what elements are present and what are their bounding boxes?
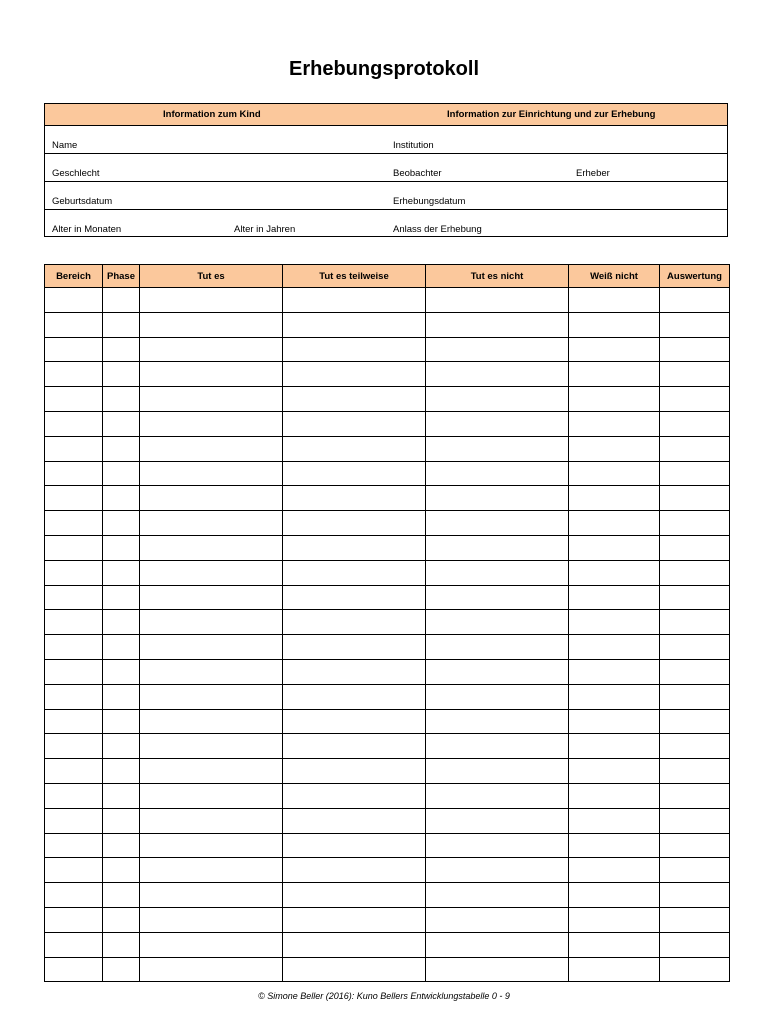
table-cell xyxy=(660,907,730,932)
table-cell xyxy=(140,932,283,957)
table-cell xyxy=(283,461,426,486)
table-cell xyxy=(103,610,140,635)
table-cell xyxy=(569,511,660,536)
table-cell xyxy=(45,560,103,585)
table-cell xyxy=(283,659,426,684)
surveyor-label: Erheber xyxy=(576,168,610,179)
table-row xyxy=(45,436,730,461)
table-row xyxy=(45,883,730,908)
table-cell xyxy=(283,709,426,734)
table-cell xyxy=(426,511,569,536)
table-cell xyxy=(283,783,426,808)
table-cell xyxy=(103,709,140,734)
table-cell xyxy=(660,560,730,585)
table-cell xyxy=(569,833,660,858)
table-cell xyxy=(103,387,140,412)
table-cell xyxy=(103,337,140,362)
table-cell xyxy=(140,585,283,610)
info-header-child: Information zum Kind xyxy=(163,109,261,120)
table-cell xyxy=(660,461,730,486)
table-cell xyxy=(426,734,569,759)
table-cell xyxy=(283,585,426,610)
table-cell xyxy=(103,883,140,908)
table-cell xyxy=(660,783,730,808)
table-cell xyxy=(140,560,283,585)
table-cell xyxy=(426,560,569,585)
table-row xyxy=(45,808,730,833)
table-cell xyxy=(426,957,569,982)
table-cell xyxy=(426,411,569,436)
column-header-tut-es-nicht: Tut es nicht xyxy=(426,265,569,288)
table-row xyxy=(45,684,730,709)
table-cell xyxy=(103,486,140,511)
table-cell xyxy=(140,734,283,759)
table-cell xyxy=(660,858,730,883)
table-cell xyxy=(660,808,730,833)
table-cell xyxy=(660,486,730,511)
table-row xyxy=(45,486,730,511)
table-cell xyxy=(103,858,140,883)
table-cell xyxy=(103,684,140,709)
table-cell xyxy=(140,833,283,858)
table-row xyxy=(45,411,730,436)
table-cell xyxy=(103,511,140,536)
table-cell xyxy=(426,461,569,486)
table-cell xyxy=(569,436,660,461)
age-months-label: Alter in Monaten xyxy=(52,224,122,235)
table-cell xyxy=(426,312,569,337)
column-header-tut-es: Tut es xyxy=(140,265,283,288)
table-cell xyxy=(426,362,569,387)
table-cell xyxy=(569,535,660,560)
table-cell xyxy=(660,932,730,957)
table-cell xyxy=(283,957,426,982)
table-cell xyxy=(45,759,103,784)
table-cell xyxy=(569,337,660,362)
table-cell xyxy=(45,288,103,313)
table-cell xyxy=(569,734,660,759)
table-cell xyxy=(103,808,140,833)
table-cell xyxy=(569,932,660,957)
table-cell xyxy=(45,783,103,808)
table-row xyxy=(45,288,730,313)
table-cell xyxy=(426,436,569,461)
table-cell xyxy=(140,337,283,362)
table-cell xyxy=(569,907,660,932)
survey-date-label: Erhebungsdatum xyxy=(393,196,466,207)
table-cell xyxy=(283,387,426,412)
table-cell xyxy=(45,461,103,486)
table-cell xyxy=(426,808,569,833)
table-row xyxy=(45,833,730,858)
table-cell xyxy=(569,759,660,784)
table-cell xyxy=(569,635,660,660)
table-row xyxy=(45,734,730,759)
table-cell xyxy=(45,709,103,734)
table-cell xyxy=(140,461,283,486)
table-cell xyxy=(140,635,283,660)
table-cell xyxy=(45,659,103,684)
table-cell xyxy=(103,560,140,585)
table-cell xyxy=(283,858,426,883)
table-cell xyxy=(140,858,283,883)
table-cell xyxy=(660,659,730,684)
table-cell xyxy=(45,808,103,833)
table-cell xyxy=(45,511,103,536)
table-row xyxy=(45,610,730,635)
table-cell xyxy=(569,709,660,734)
table-cell xyxy=(45,535,103,560)
table-cell xyxy=(45,610,103,635)
table-cell xyxy=(660,684,730,709)
table-cell xyxy=(283,932,426,957)
table-cell xyxy=(283,288,426,313)
table-row xyxy=(45,659,730,684)
table-cell xyxy=(283,560,426,585)
table-cell xyxy=(569,585,660,610)
table-row xyxy=(45,362,730,387)
table-row xyxy=(45,957,730,982)
column-header-bereich: Bereich xyxy=(45,265,103,288)
table-cell xyxy=(426,337,569,362)
table-cell xyxy=(426,858,569,883)
table-cell xyxy=(140,883,283,908)
table-row xyxy=(45,560,730,585)
table-cell xyxy=(569,610,660,635)
info-header-institution: Information zur Einrichtung und zur Erhebung xyxy=(447,109,656,120)
table-cell xyxy=(426,486,569,511)
table-cell xyxy=(660,535,730,560)
table-cell xyxy=(660,411,730,436)
column-header-weiss-nicht: Weiß nicht xyxy=(569,265,660,288)
table-cell xyxy=(140,907,283,932)
table-cell xyxy=(45,883,103,908)
table-cell xyxy=(103,734,140,759)
table-cell xyxy=(140,759,283,784)
table-cell xyxy=(140,411,283,436)
table-cell xyxy=(45,932,103,957)
table-cell xyxy=(45,833,103,858)
table-row xyxy=(45,783,730,808)
table-cell xyxy=(569,362,660,387)
table-cell xyxy=(569,288,660,313)
table-cell xyxy=(283,337,426,362)
info-section xyxy=(44,103,728,237)
table-cell xyxy=(426,684,569,709)
info-divider xyxy=(45,181,727,182)
gender-label: Geschlecht xyxy=(52,168,100,179)
table-cell xyxy=(569,783,660,808)
table-cell xyxy=(45,957,103,982)
table-cell xyxy=(45,907,103,932)
table-cell xyxy=(103,635,140,660)
table-cell xyxy=(283,511,426,536)
table-cell xyxy=(660,312,730,337)
table-cell xyxy=(103,312,140,337)
table-row xyxy=(45,759,730,784)
table-cell xyxy=(660,635,730,660)
table-cell xyxy=(426,535,569,560)
table-cell xyxy=(426,883,569,908)
table-cell xyxy=(45,486,103,511)
table-cell xyxy=(103,288,140,313)
table-cell xyxy=(426,932,569,957)
table-cell xyxy=(426,288,569,313)
table-cell xyxy=(283,883,426,908)
table-header-row xyxy=(45,265,730,288)
table-cell xyxy=(569,659,660,684)
table-cell xyxy=(426,659,569,684)
table-row xyxy=(45,907,730,932)
table-cell xyxy=(140,783,283,808)
table-cell xyxy=(103,783,140,808)
table-cell xyxy=(103,759,140,784)
institution-label: Institution xyxy=(393,140,434,151)
table-row xyxy=(45,858,730,883)
table-cell xyxy=(569,858,660,883)
table-row xyxy=(45,635,730,660)
protocol-table xyxy=(44,264,730,982)
name-label: Name xyxy=(52,140,78,151)
table-cell xyxy=(140,362,283,387)
table-cell xyxy=(660,709,730,734)
table-cell xyxy=(660,288,730,313)
table-cell xyxy=(569,684,660,709)
table-cell xyxy=(283,684,426,709)
table-cell xyxy=(283,436,426,461)
table-cell xyxy=(140,659,283,684)
table-cell xyxy=(140,511,283,536)
table-cell xyxy=(103,659,140,684)
observer-label: Beobachter xyxy=(393,168,442,179)
table-cell xyxy=(103,957,140,982)
table-cell xyxy=(103,535,140,560)
info-divider xyxy=(45,153,727,154)
table-cell xyxy=(140,387,283,412)
table-row xyxy=(45,337,730,362)
table-cell xyxy=(140,486,283,511)
table-cell xyxy=(103,411,140,436)
table-cell xyxy=(426,387,569,412)
table-cell xyxy=(45,635,103,660)
table-cell xyxy=(140,288,283,313)
table-cell xyxy=(569,883,660,908)
footer-copyright: © Simone Beller (2016): Kuno Bellers Entwicklungstabelle 0 - 9 xyxy=(258,991,510,1001)
table-cell xyxy=(426,585,569,610)
table-cell xyxy=(45,684,103,709)
table-cell xyxy=(426,907,569,932)
table-cell xyxy=(283,486,426,511)
column-header-tut-es-teilweise: Tut es teilweise xyxy=(283,265,426,288)
table-cell xyxy=(283,907,426,932)
table-cell xyxy=(140,436,283,461)
table-row xyxy=(45,312,730,337)
table-cell xyxy=(45,387,103,412)
table-cell xyxy=(45,858,103,883)
column-header-auswertung: Auswertung xyxy=(660,265,730,288)
birthdate-label: Geburtsdatum xyxy=(52,196,113,207)
table-cell xyxy=(283,833,426,858)
table-cell xyxy=(660,585,730,610)
table-cell xyxy=(426,759,569,784)
table-cell xyxy=(140,808,283,833)
table-cell xyxy=(283,808,426,833)
table-cell xyxy=(660,387,730,412)
table-cell xyxy=(569,411,660,436)
info-header xyxy=(45,104,727,126)
table-cell xyxy=(283,635,426,660)
table-row xyxy=(45,511,730,536)
table-cell xyxy=(426,709,569,734)
table-cell xyxy=(569,486,660,511)
table-row xyxy=(45,585,730,610)
table-cell xyxy=(45,411,103,436)
table-cell xyxy=(103,833,140,858)
table-cell xyxy=(45,312,103,337)
table-cell xyxy=(283,411,426,436)
table-cell xyxy=(45,436,103,461)
table-cell xyxy=(426,635,569,660)
table-cell xyxy=(45,585,103,610)
table-cell xyxy=(283,759,426,784)
table-cell xyxy=(569,808,660,833)
table-cell xyxy=(660,734,730,759)
table-cell xyxy=(283,312,426,337)
column-header-phase: Phase xyxy=(103,265,140,288)
table-cell xyxy=(140,610,283,635)
table-cell xyxy=(569,312,660,337)
table-cell xyxy=(569,387,660,412)
table-cell xyxy=(103,461,140,486)
table-cell xyxy=(103,436,140,461)
table-cell xyxy=(283,610,426,635)
table-cell xyxy=(283,362,426,387)
table-cell xyxy=(140,709,283,734)
table-cell xyxy=(103,932,140,957)
table-cell xyxy=(569,461,660,486)
table-cell xyxy=(103,585,140,610)
table-cell xyxy=(426,833,569,858)
table-row xyxy=(45,932,730,957)
table-cell xyxy=(660,511,730,536)
table-row xyxy=(45,387,730,412)
table-cell xyxy=(140,957,283,982)
table-cell xyxy=(45,337,103,362)
table-cell xyxy=(660,759,730,784)
table-cell xyxy=(140,684,283,709)
table-row xyxy=(45,535,730,560)
table-cell xyxy=(660,337,730,362)
table-row xyxy=(45,709,730,734)
table-cell xyxy=(45,734,103,759)
table-cell xyxy=(660,436,730,461)
table-cell xyxy=(660,833,730,858)
table-cell xyxy=(569,560,660,585)
table-cell xyxy=(283,734,426,759)
table-cell xyxy=(660,610,730,635)
page-title: Erhebungsprotokoll xyxy=(289,58,479,80)
table-cell xyxy=(140,535,283,560)
table-cell xyxy=(660,957,730,982)
table-row xyxy=(45,461,730,486)
table-cell xyxy=(140,312,283,337)
table-cell xyxy=(283,535,426,560)
age-years-label: Alter in Jahren xyxy=(234,224,296,235)
table-cell xyxy=(45,362,103,387)
table-cell xyxy=(426,783,569,808)
table-cell xyxy=(103,907,140,932)
table-cell xyxy=(660,362,730,387)
info-divider xyxy=(45,209,727,210)
table-cell xyxy=(426,610,569,635)
table-cell xyxy=(103,362,140,387)
table-cell xyxy=(569,957,660,982)
table-body xyxy=(45,288,730,982)
survey-reason-label: Anlass der Erhebung xyxy=(393,224,482,235)
table-cell xyxy=(660,883,730,908)
